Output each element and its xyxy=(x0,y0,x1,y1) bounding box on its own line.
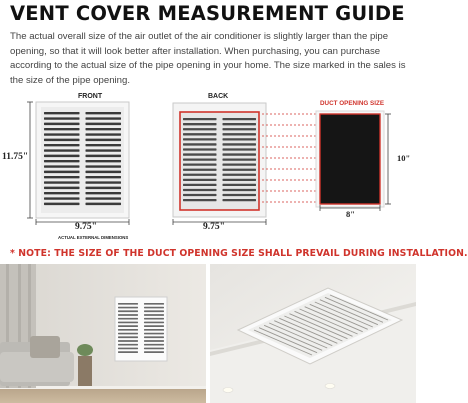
installation-note: * NOTE: THE SIZE OF THE DUCT OPENING SIZE SHALL PREVAIL DURING INSTALLATION. xyxy=(10,248,468,259)
front-height-dimension: 11.75" xyxy=(2,152,29,162)
duct-label: DUCT OPENING SIZE xyxy=(320,100,385,107)
duct-height-dimension: 10" xyxy=(397,153,411,163)
duct-width-dimension: 8" xyxy=(346,209,355,219)
front-width-dimension: 9.75" xyxy=(75,222,97,232)
description: The actual overall size of the air outlet of the air conditioner is slightly larger than the pipe opening, so that it will look better after installation. When purchasing, you can purchase according to the actual size of the pipe opening in your home. The size marked in the sales is the size of the pipe opening. xyxy=(10,31,406,86)
back-label: BACK xyxy=(208,93,229,100)
front-label: FRONT xyxy=(78,93,103,100)
front-caption: ACTUAL EXTERNAL DIMENSIONS xyxy=(58,235,129,240)
back-width-dimension: 9.75" xyxy=(203,222,225,232)
page-title: VENT COVER MEASUREMENT GUIDE xyxy=(10,2,405,25)
